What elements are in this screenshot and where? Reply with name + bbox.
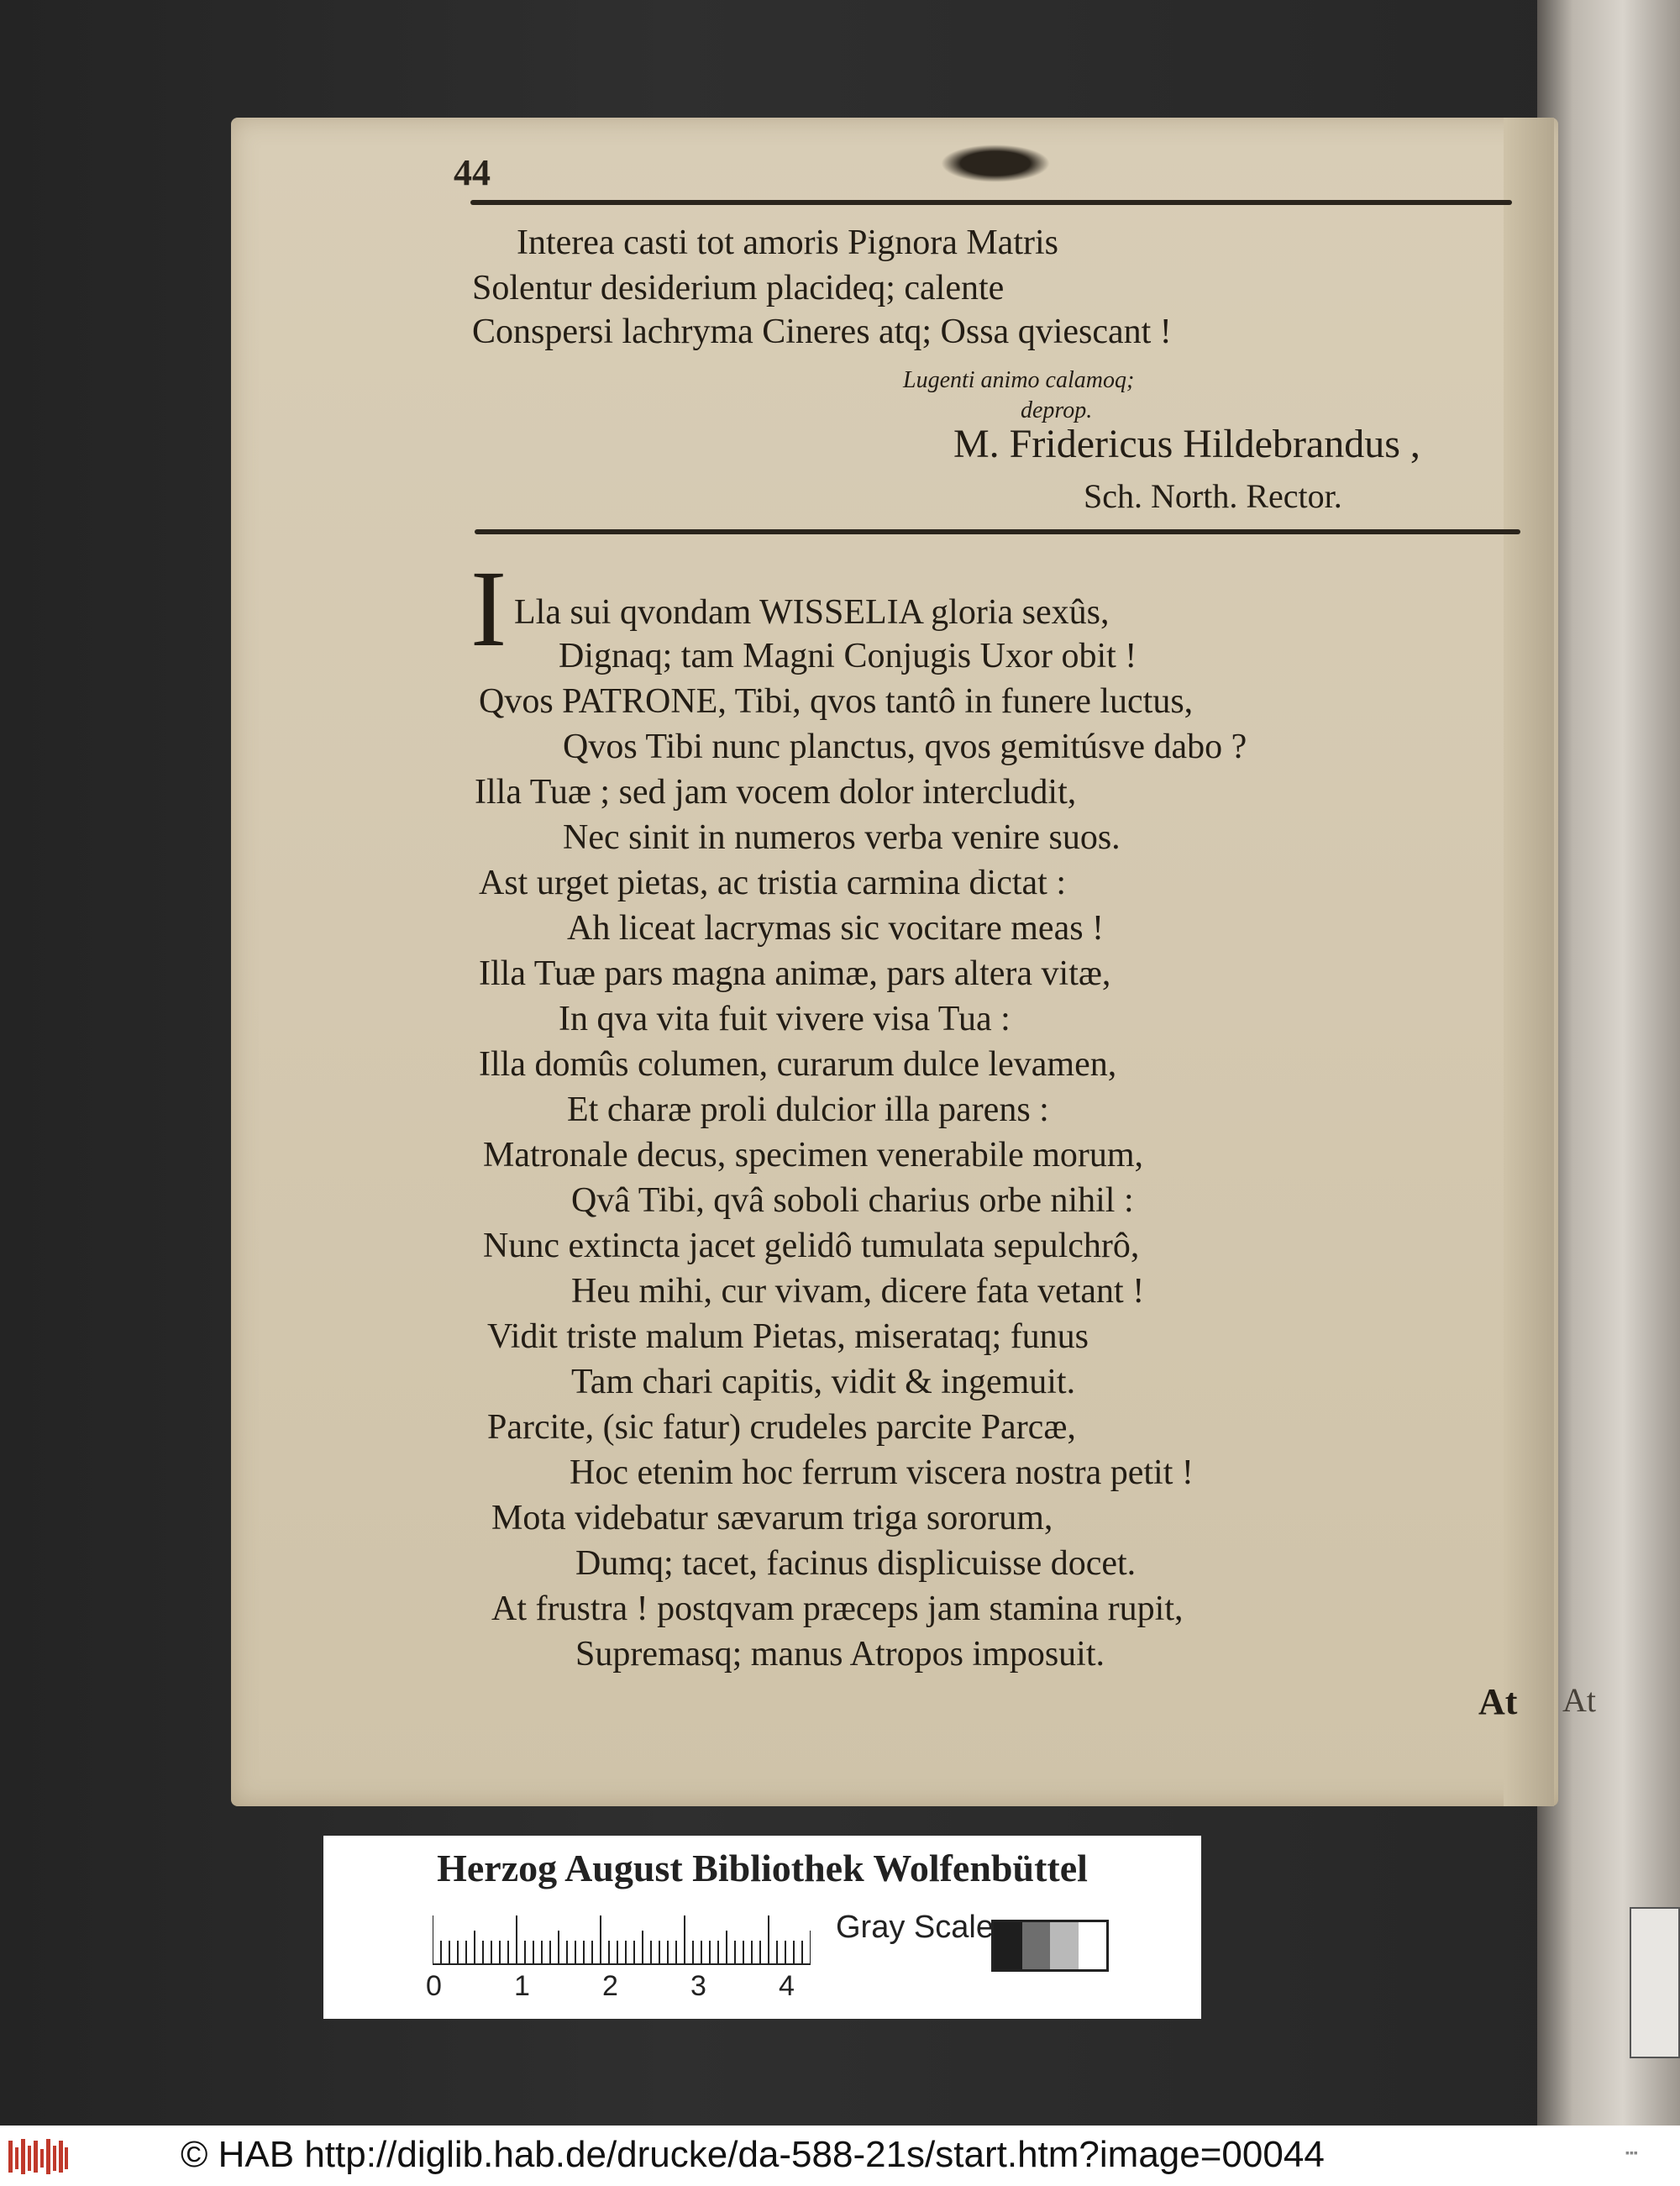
top-line-3: Conspersi lachryma Cineres atq; Ossa qviescant ! [472,313,1172,351]
poem-line-12: Et charæ proli dulcior illa parens : [567,1090,1049,1129]
poem-line-1: Lla sui qvondam WISSELIA gloria sexûs, [514,593,1110,632]
poem-line-9: Illa Tuæ pars magna animæ, pars altera vitæ, [479,954,1111,993]
poem-line-8: Ah liceat lacrymas sic vocitare meas ! [567,909,1105,948]
scale-card [323,1836,1201,2019]
section-rule [475,529,1520,534]
header-rule [470,200,1512,205]
poem-line-11: Illa domûs columen, curarum dulce levamen, [479,1045,1117,1084]
poem-line-17: Vidit triste malum Pietas, miserataq; funus [487,1317,1089,1356]
page-number: 44 [454,152,491,193]
gray-scale-label: Gray Scale [836,1910,994,1945]
poem-line-13: Matronale decus, specimen venerabile morum, [483,1136,1144,1174]
poem-line-14: Qvâ Tibi, qvâ soboli charius orbe nihil : [571,1181,1134,1220]
signature-title: Sch. North. Rector. [1084,477,1342,515]
scale-tick-0: 0 [426,1970,442,2002]
scale-tick-2: 2 [602,1970,618,2002]
footer-mark: ▪▪▪ [1625,2146,1638,2159]
poem-line-23: At frustra ! postqvam præceps jam stamina rupit, [491,1590,1184,1628]
poem-line-16: Heu mihi, cur vivam, dicere fata vetant ! [571,1272,1145,1311]
poem-line-10: In qva vita fuit vivere visa Tua : [559,1000,1011,1038]
ruler-icon [433,1915,811,1966]
scale-tick-3: 3 [690,1970,706,2002]
catchword: At [1478,1681,1518,1722]
library-title: Herzog August Bibliothek Wolfenbüttel [437,1847,1088,1889]
footer-bar [0,2126,1680,2186]
poem-line-21: Mota videbatur sævarum triga sororum, [491,1499,1053,1537]
page-tab [1630,1907,1680,2058]
hab-logo-icon [8,2137,69,2176]
gray-scale-swatches [991,1920,1109,1972]
facing-page-edge [1537,0,1680,2126]
poem-line-2: Dignaq; tam Magni Conjugis Uxor obit ! [559,637,1137,675]
signature-note-1: Lugenti animo calamoq; [903,367,1135,393]
top-line-1: Interea casti tot amoris Pignora Matris [517,223,1058,262]
signature-name: M. Fridericus Hildebrandus , [953,422,1420,466]
ornament-icon [941,145,1050,182]
poem-line-19: Parcite, (sic fatur) crudeles parcite Parcæ, [487,1408,1076,1447]
signature-note-2: deprop. [1021,397,1093,423]
drop-capital: I [470,549,507,670]
page-spine [1504,118,1554,1806]
top-line-2: Solentur desiderium placideq; calente [472,269,1005,307]
footer-url: © HAB http://diglib.hab.de/drucke/da-588-21s/start.htm?image=00044 [181,2134,1325,2175]
poem-line-6: Nec sinit in numeros verba venire suos. [563,818,1121,857]
poem-line-22: Dumq; tacet, facinus displicuisse docet. [575,1544,1137,1583]
gray-swatch-1 [994,1922,1022,1969]
facing-page-catchword: At [1562,1681,1596,1719]
poem-line-18: Tam chari capitis, vidit & ingemuit. [571,1363,1076,1401]
gray-swatch-4 [1079,1922,1107,1969]
poem-line-20: Hoc etenim hoc ferrum viscera nostra petit ! [570,1453,1194,1492]
poem-line-7: Ast urget pietas, ac tristia carmina dictat : [479,864,1066,902]
gray-swatch-3 [1050,1922,1079,1969]
gray-swatch-2 [1022,1922,1051,1969]
poem-line-4: Qvos Tibi nunc planctus, qvos gemitúsve dabo ? [563,728,1247,766]
scale-tick-1: 1 [514,1970,530,2002]
scale-tick-4: 4 [779,1970,795,2002]
poem-line-24: Supremasq; manus Atropos imposuit. [575,1635,1105,1674]
poem-line-3: Qvos PATRONE, Tibi, qvos tantô in funere luctus, [479,682,1194,721]
poem-line-5: Illa Tuæ ; sed jam vocem dolor intercludit, [475,773,1077,812]
poem-line-15: Nunc extincta jacet gelidô tumulata sepulchrô, [483,1227,1140,1265]
